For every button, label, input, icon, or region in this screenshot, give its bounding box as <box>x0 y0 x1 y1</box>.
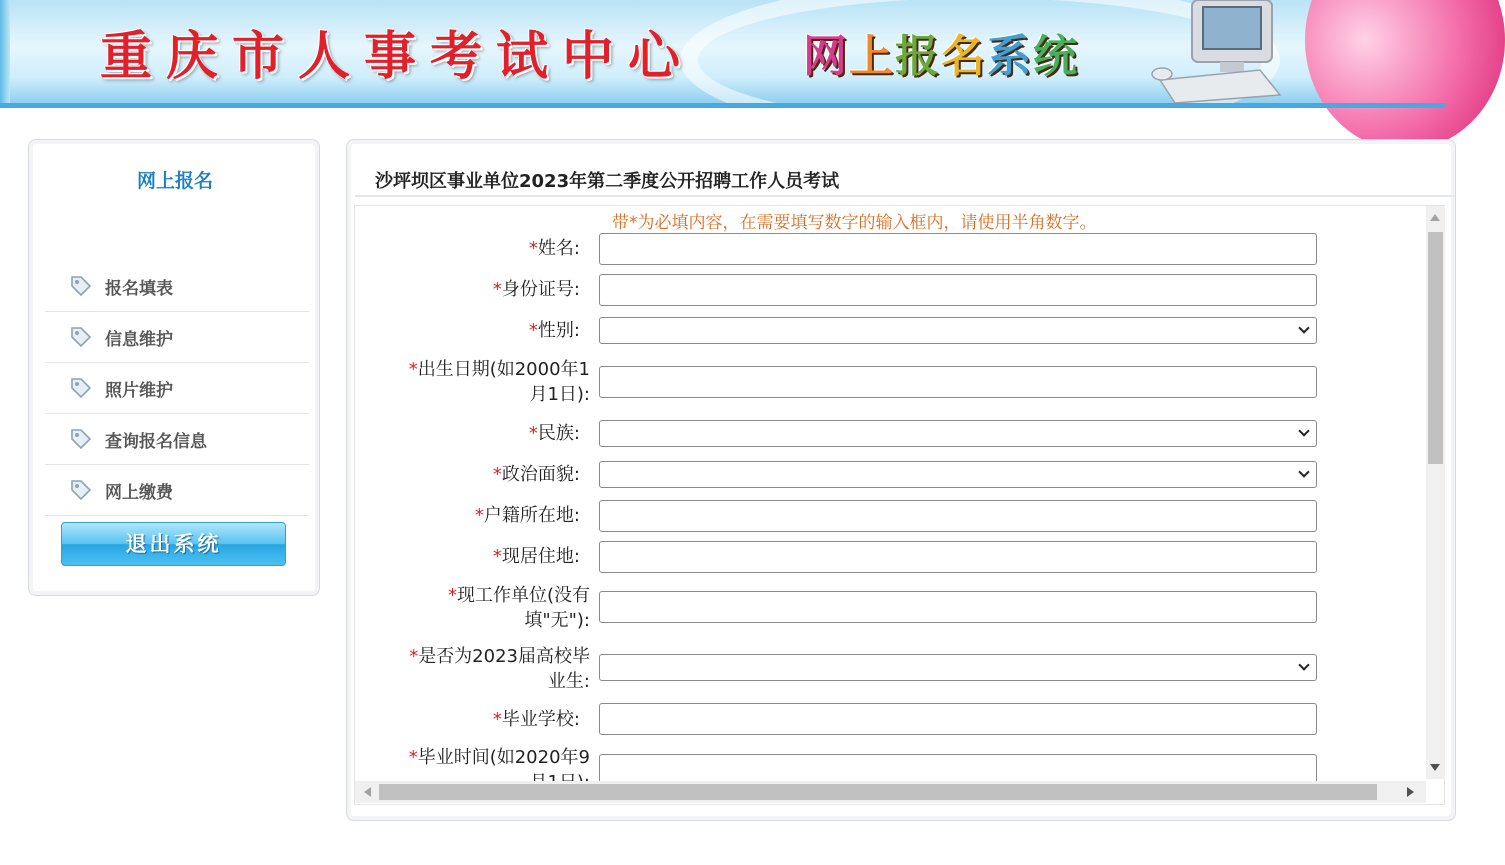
horizontal-scrollbar[interactable] <box>355 781 1426 803</box>
sidebar-item-info-maintenance[interactable] <box>45 312 309 363</box>
field-label-text: 月1日): <box>529 384 590 405</box>
field-label-text: 现工作单位(没有 <box>456 585 590 606</box>
vertical-scrollbar[interactable] <box>1426 206 1445 779</box>
title-divider <box>355 195 1455 197</box>
required-mark: * <box>528 423 538 444</box>
gender-select[interactable] <box>599 317 1317 344</box>
field-label-text: 填"无"): <box>524 610 590 631</box>
sidebar-item-query-registration[interactable] <box>45 414 309 465</box>
sidebar-item-photo-maintenance[interactable] <box>45 363 309 414</box>
sidebar-item-online-payment[interactable] <box>45 465 309 516</box>
required-mark: * <box>528 238 538 259</box>
field-label-household-registration <box>340 503 580 528</box>
tag-icon <box>69 274 93 298</box>
header-banner <box>0 0 1445 103</box>
scroll-down-arrow-icon[interactable] <box>1430 764 1440 771</box>
system-title <box>803 20 1079 84</box>
chevron-down-icon <box>1298 425 1309 436</box>
horizontal-scroll-thumb[interactable] <box>379 784 1377 800</box>
field-label-name <box>340 236 580 261</box>
sidebar-menu <box>45 261 309 516</box>
scroll-left-arrow-icon[interactable] <box>364 787 371 797</box>
banner-pink-decoration <box>1305 0 1505 150</box>
field-label-text: 姓名: <box>537 238 580 259</box>
chevron-down-icon <box>1298 659 1309 670</box>
sidebar-item-registration-form[interactable] <box>45 261 309 312</box>
field-label-current-employer <box>350 583 590 633</box>
sidebar <box>28 139 320 596</box>
scroll-right-arrow-icon[interactable] <box>1407 787 1414 797</box>
chevron-down-icon <box>1298 322 1309 333</box>
tag-icon <box>69 376 93 400</box>
sidebar-title: 网上报名 <box>136 170 213 192</box>
chevron-down-icon <box>1298 466 1309 477</box>
current-residence-input[interactable] <box>599 541 1317 573</box>
field-label-text: 毕业时间(如2020年9 <box>417 747 590 768</box>
system-title-char: 系 <box>987 31 1033 82</box>
graduate-2023-select[interactable] <box>599 654 1317 681</box>
required-mark: * <box>492 464 502 485</box>
header-divider <box>0 103 1445 108</box>
sidebar-item-label: 网上缴费 <box>105 482 173 503</box>
system-title-char: 网 <box>803 31 849 82</box>
system-title-char: 报 <box>895 31 941 82</box>
tag-icon <box>69 478 93 502</box>
field-label-gender <box>340 318 580 343</box>
system-title-char: 上 <box>849 31 895 82</box>
sidebar-item-label: 照片维护 <box>105 380 173 401</box>
sidebar-item-label: 查询报名信息 <box>105 431 207 452</box>
field-label-text: 民族: <box>537 423 580 444</box>
field-label-text: 现居住地: <box>501 546 580 567</box>
birth-date-input[interactable] <box>599 366 1317 398</box>
field-label-political-status <box>340 462 580 487</box>
field-label-text: 政治面貌: <box>501 464 580 485</box>
exam-title: 沙坪坝区事业单位2023年第二季度公开招聘工作人员考试 <box>375 171 840 192</box>
required-mark: * <box>474 505 484 526</box>
system-title-char: 统 <box>1033 31 1079 82</box>
sidebar-item-label: 信息维护 <box>105 329 173 350</box>
computer-illustration-icon <box>1140 0 1290 103</box>
field-label-text: 户籍所在地: <box>483 505 580 526</box>
vertical-scroll-thumb[interactable] <box>1428 232 1443 464</box>
site-title: 重庆市人事考试中心 <box>100 26 695 87</box>
field-label-text: 是否为2023届高校毕 <box>418 646 590 667</box>
field-label-birth-date <box>350 357 590 407</box>
required-mark: * <box>492 279 502 300</box>
field-label-text: 出生日期(如2000年1 <box>417 359 590 380</box>
required-mark: * <box>409 646 419 667</box>
ethnicity-select[interactable] <box>599 420 1317 447</box>
required-mark: * <box>408 359 418 380</box>
tag-icon <box>69 325 93 349</box>
required-mark: * <box>492 709 502 730</box>
field-label-ethnicity <box>340 421 580 446</box>
tag-icon <box>69 427 93 451</box>
field-label-text: 身份证号: <box>501 279 580 300</box>
field-label-graduate-2023 <box>350 644 590 694</box>
graduate-school-input[interactable] <box>599 703 1317 735</box>
required-mark: * <box>492 546 502 567</box>
system-title-char: 名 <box>941 31 987 82</box>
required-notice: 带*为必填内容，在需要填写数字的输入框内，请使用半角数字。 <box>612 213 1097 233</box>
form-viewport <box>355 206 1426 781</box>
household-registration-input[interactable] <box>599 500 1317 532</box>
required-mark: * <box>447 585 457 606</box>
field-label-text: 毕业学校: <box>501 709 580 730</box>
political-status-select[interactable] <box>599 461 1317 488</box>
field-label-current-residence <box>340 544 580 569</box>
scroll-up-arrow-icon[interactable] <box>1430 214 1440 221</box>
current-employer-input[interactable] <box>599 591 1317 623</box>
required-mark: * <box>408 747 418 768</box>
field-label-graduate-school <box>340 707 580 732</box>
field-label-id-number <box>340 277 580 302</box>
field-label-text: 性别: <box>537 320 580 341</box>
name-input[interactable] <box>599 233 1317 265</box>
logout-button[interactable]: 退出系统 <box>61 522 286 566</box>
field-label-text: 业生: <box>547 671 590 692</box>
sidebar-item-label: 报名填表 <box>105 278 173 299</box>
id-number-input[interactable] <box>599 274 1317 306</box>
required-mark: * <box>528 320 538 341</box>
